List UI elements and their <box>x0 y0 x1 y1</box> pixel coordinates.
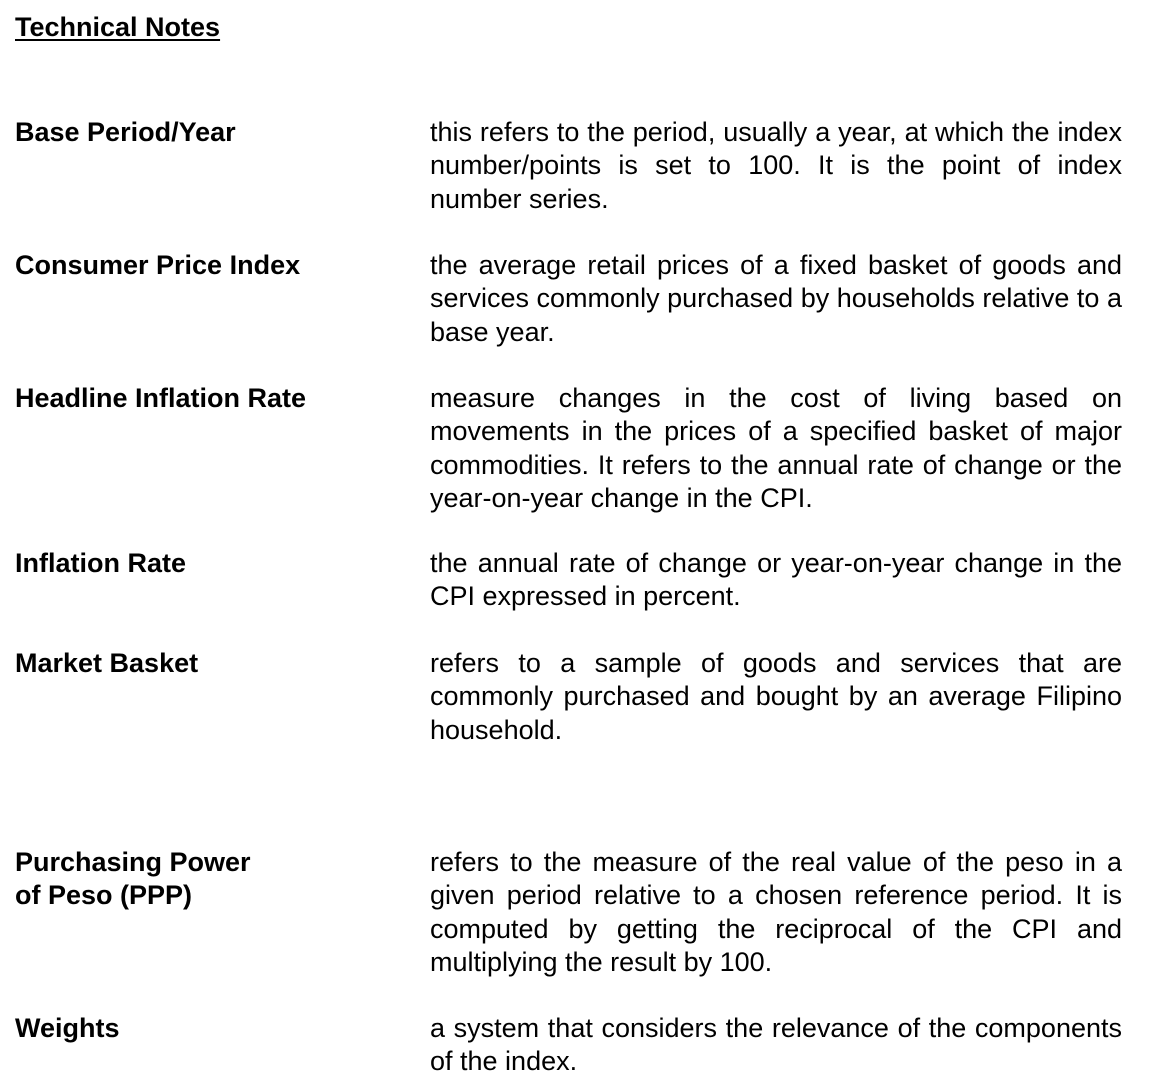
term-label: Inflation Rate <box>15 548 187 578</box>
term-label: Base Period/Year <box>15 117 236 147</box>
term-definition: a system that considers the relevance of the components of the index. <box>430 1013 1122 1077</box>
term-definition: the average retail prices of a fixed basket of goods and services commonly purchased by households relative to a base year. <box>430 250 1122 347</box>
term-label: Market Basket <box>15 648 199 678</box>
page-title: Technical Notes <box>15 12 221 42</box>
term-label: Consumer Price Index <box>15 250 301 280</box>
term-label: Purchasing Power of Peso (PPP) <box>15 847 251 910</box>
term-definition: the annual rate of change or year-on-year change in the CPI expressed in percent. <box>430 548 1122 612</box>
term-definition: refers to a sample of goods and services that are commonly purchased and bought by an average Filipino household. <box>430 648 1122 745</box>
term-definition: this refers to the period, usually a year, at which the index number/points is set to 100. It is the point of index number series. <box>430 117 1122 214</box>
term-label: Weights <box>15 1013 120 1043</box>
term-definition: measure changes in the cost of living based on movements in the prices of a specified basket of major commodities. It refers to the annual rate of change or the year-on-year change in the CPI. <box>430 383 1122 513</box>
term-label: Headline Inflation Rate <box>15 383 307 413</box>
term-definition: refers to the measure of the real value of the peso in a given period relative to a chosen reference period. It is computed by getting the reciprocal of the CPI and multiplying the result by 100. <box>430 847 1122 977</box>
